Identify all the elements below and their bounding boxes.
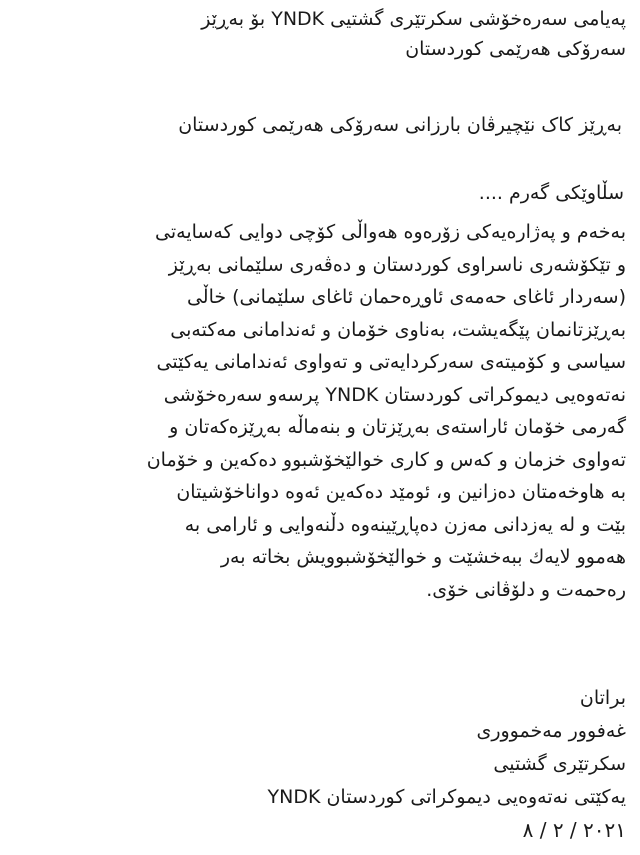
letter-body: [16, 216, 626, 606]
signer-name: غەفوور مەخمووری: [476, 720, 626, 742]
salutation-text: بەڕێز کاک نێچیرڤان بارزانی سەرۆکی هەرێمی کوردستان: [178, 114, 622, 136]
body-line: بە هاوخەمتان دەزانین و، ئومێد دەکەین ئەوە دواناخۆشیتان: [176, 481, 626, 503]
signer-organization: یەکێتی نەتەوەیی دیموکراتی کوردستان YNDK: [267, 786, 626, 808]
body-line: بێت و لە یەزدانی مەزن دەپاڕێینەوە دڵنەوایی و ئارامی بە: [184, 513, 626, 536]
letter-title: [16, 4, 626, 64]
letter-date: ٢٠٢١ / ٢ / ٨: [522, 818, 626, 842]
body-line: رەحمەت و دلۆڤانی خۆی.: [426, 578, 626, 601]
body-line: (سەردار ئاغای حەمەی ئاوڕەحمان ئاغای سلێمانی) خاڵی: [186, 286, 626, 308]
body-line: نەتەوەیی دیموکراتی کوردستان YNDK پرسەو سەرەخۆشی: [163, 383, 626, 406]
signer-role: سکرتێری گشتیی: [493, 753, 626, 775]
body-line: تەواوی خزمان و کەس و کاری خوالێخۆشبوو دەکەین و خۆمان: [146, 448, 626, 471]
greeting: [16, 178, 624, 208]
signature-block: [16, 682, 626, 847]
body-line: و تێکۆشەری ناسراوی کوردستان و دەڤەری سلێمانی بەڕێز: [168, 253, 626, 276]
body-line: گەرمی خۆمان ئاراستەی بەڕێزتان و بنەماڵە بەڕێزەکەتان و: [169, 416, 626, 438]
body-line: بەخەم و پەژارەیەکی زۆرەوە هەواڵی کۆچی دوایی کەسایەتی: [155, 221, 626, 243]
body-line: بەڕێزتانمان پێگەیشت، بەناوی خۆمان و ئەندامانی مەکتەبی: [170, 318, 626, 341]
closing-text: براتان: [579, 687, 626, 709]
title-line: پەیامی سەرەخۆشی سکرتێری گشتیی YNDK بۆ بەڕێز: [201, 8, 626, 30]
title-line: سەرۆکی هەرێمی کوردستان: [405, 38, 626, 60]
body-line: سیاسی و کۆمیتەی سەرکردایەتی و تەواوی ئەندامانی یەکێتی: [156, 351, 626, 373]
salutation: [16, 110, 622, 140]
greeting-text: سڵاوێکی گەرم ....: [478, 182, 624, 204]
body-line: هەموو لایەك ببەخشێت و خوالێخۆشبوویش بخاتە بەر: [220, 546, 626, 568]
